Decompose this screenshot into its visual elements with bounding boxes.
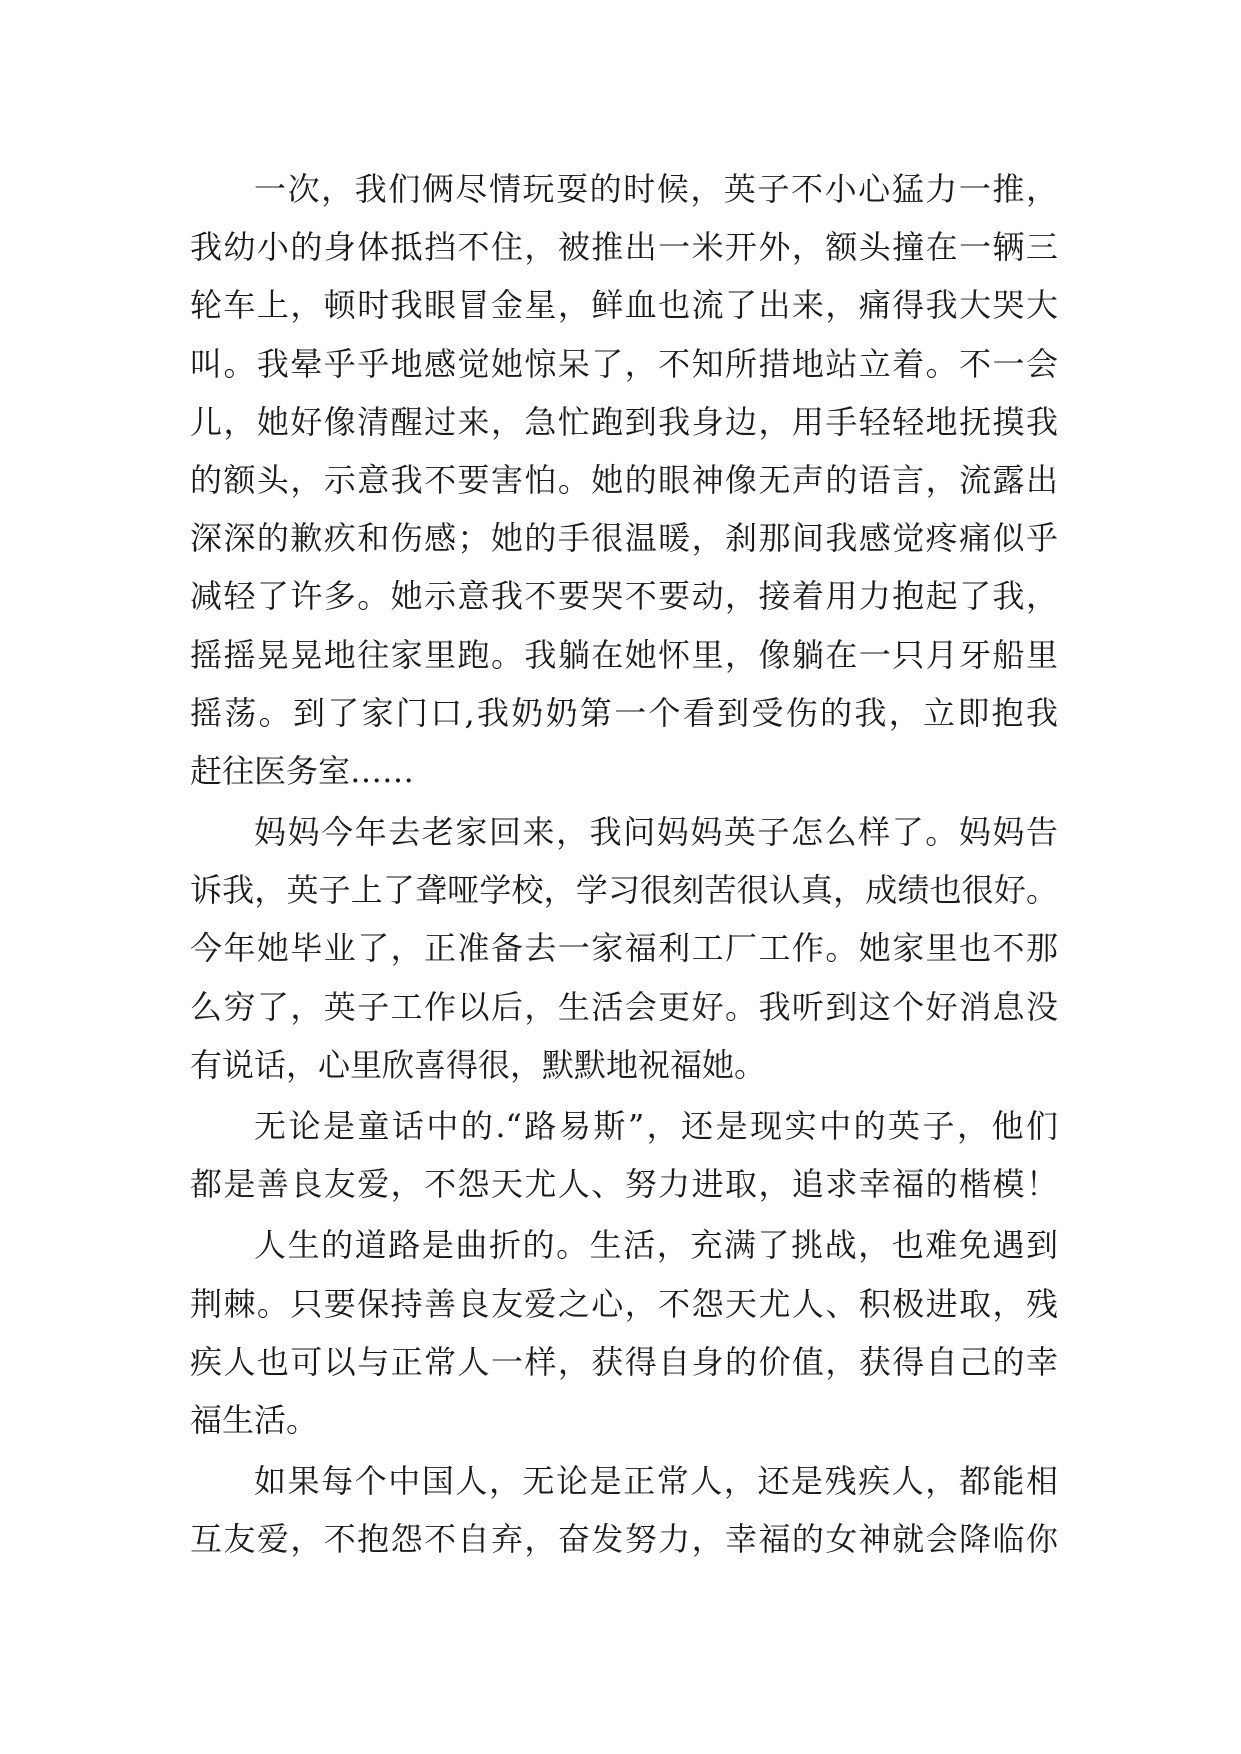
paragraph-5	[190, 1452, 1058, 1568]
paragraph-line: 如果每个中国人，无论是正常人，还是残疾人，都能相	[254, 1462, 1058, 1501]
paragraph-line: 摇摇晃晃地往家里跑。我躺在她怀里，像躺在一只月牙船里	[190, 635, 1058, 674]
paragraph-line: 诉我，英子上了聋哑学校，学习很刻苦很认真，成绩也很好。	[190, 871, 1058, 910]
paragraph-1	[190, 160, 1058, 800]
paragraph-line: 的额头，示意我不要害怕。她的眼神像无声的语言，流露出	[190, 460, 1058, 499]
paragraph-line: 福生活。	[190, 1400, 319, 1439]
paragraph-line: 妈妈今年去老家回来，我问妈妈英子怎么样了。妈妈告	[254, 813, 1058, 852]
paragraph-line: 都是善良友爱，不怨天尤人、努力进取，追求幸福的楷模！	[190, 1165, 1058, 1204]
paragraph-line: 深深的歉疚和伤感；她的手很温暖，刹那间我感觉疼痛似乎	[190, 519, 1058, 558]
paragraph-2	[190, 803, 1058, 1094]
paragraph-3	[190, 1097, 1058, 1213]
paragraph-line: 一次，我们俩尽情玩耍的时候，英子不小心猛力一推，	[254, 170, 1058, 208]
paragraph-line: 么穷了，英子工作以后，生活会更好。我听到这个好消息没	[190, 987, 1058, 1026]
paragraph-line: 我幼小的身体抵挡不住，被推出一米开外，额头撞在一辆三	[190, 228, 1058, 267]
paragraph-line: 今年她毕业了，正准备去一家福利工厂工作。她家里也不那	[190, 929, 1058, 968]
paragraph-line: 无论是童话中的.“路易斯”，还是现实中的英子，他们	[254, 1107, 1058, 1145]
paragraph-line: 轮车上，顿时我眼冒金星，鲜血也流了出来，痛得我大哭大	[190, 286, 1058, 325]
paragraph-line: 有说话，心里欣喜得很，默默地祝福她。	[190, 1045, 767, 1084]
paragraph-line: 减轻了许多。她示意我不要哭不要动，接着用力抱起了我，	[190, 577, 1058, 616]
paragraph-4	[190, 1216, 1058, 1449]
paragraph-line: 摇荡。到了家门口,我奶奶第一个看到受伤的我，立即抱我	[190, 693, 1058, 732]
paragraph-line: 赶往医务室……	[190, 751, 415, 790]
paragraph-line: 疾人也可以与正常人一样，获得自身的价值，获得自己的幸	[190, 1342, 1058, 1381]
paragraph-line: 儿，她好像清醒过来，急忙跑到我身边，用手轻轻地抚摸我	[190, 402, 1058, 441]
body-text	[190, 160, 1058, 1569]
paragraph-line: 人生的道路是曲折的。生活，充满了挑战，也难免遇到	[254, 1226, 1058, 1265]
paragraph-line: 荆棘。只要保持善良友爱之心，不怨天尤人、积极进取，残	[190, 1284, 1058, 1323]
paragraph-line: 叫。我晕乎乎地感觉她惊呆了，不知所措地站立着。不一会	[190, 344, 1058, 383]
paragraph-line: 互友爱，不抱怨不自弃，奋发努力，幸福的女神就会降临你	[190, 1520, 1058, 1559]
